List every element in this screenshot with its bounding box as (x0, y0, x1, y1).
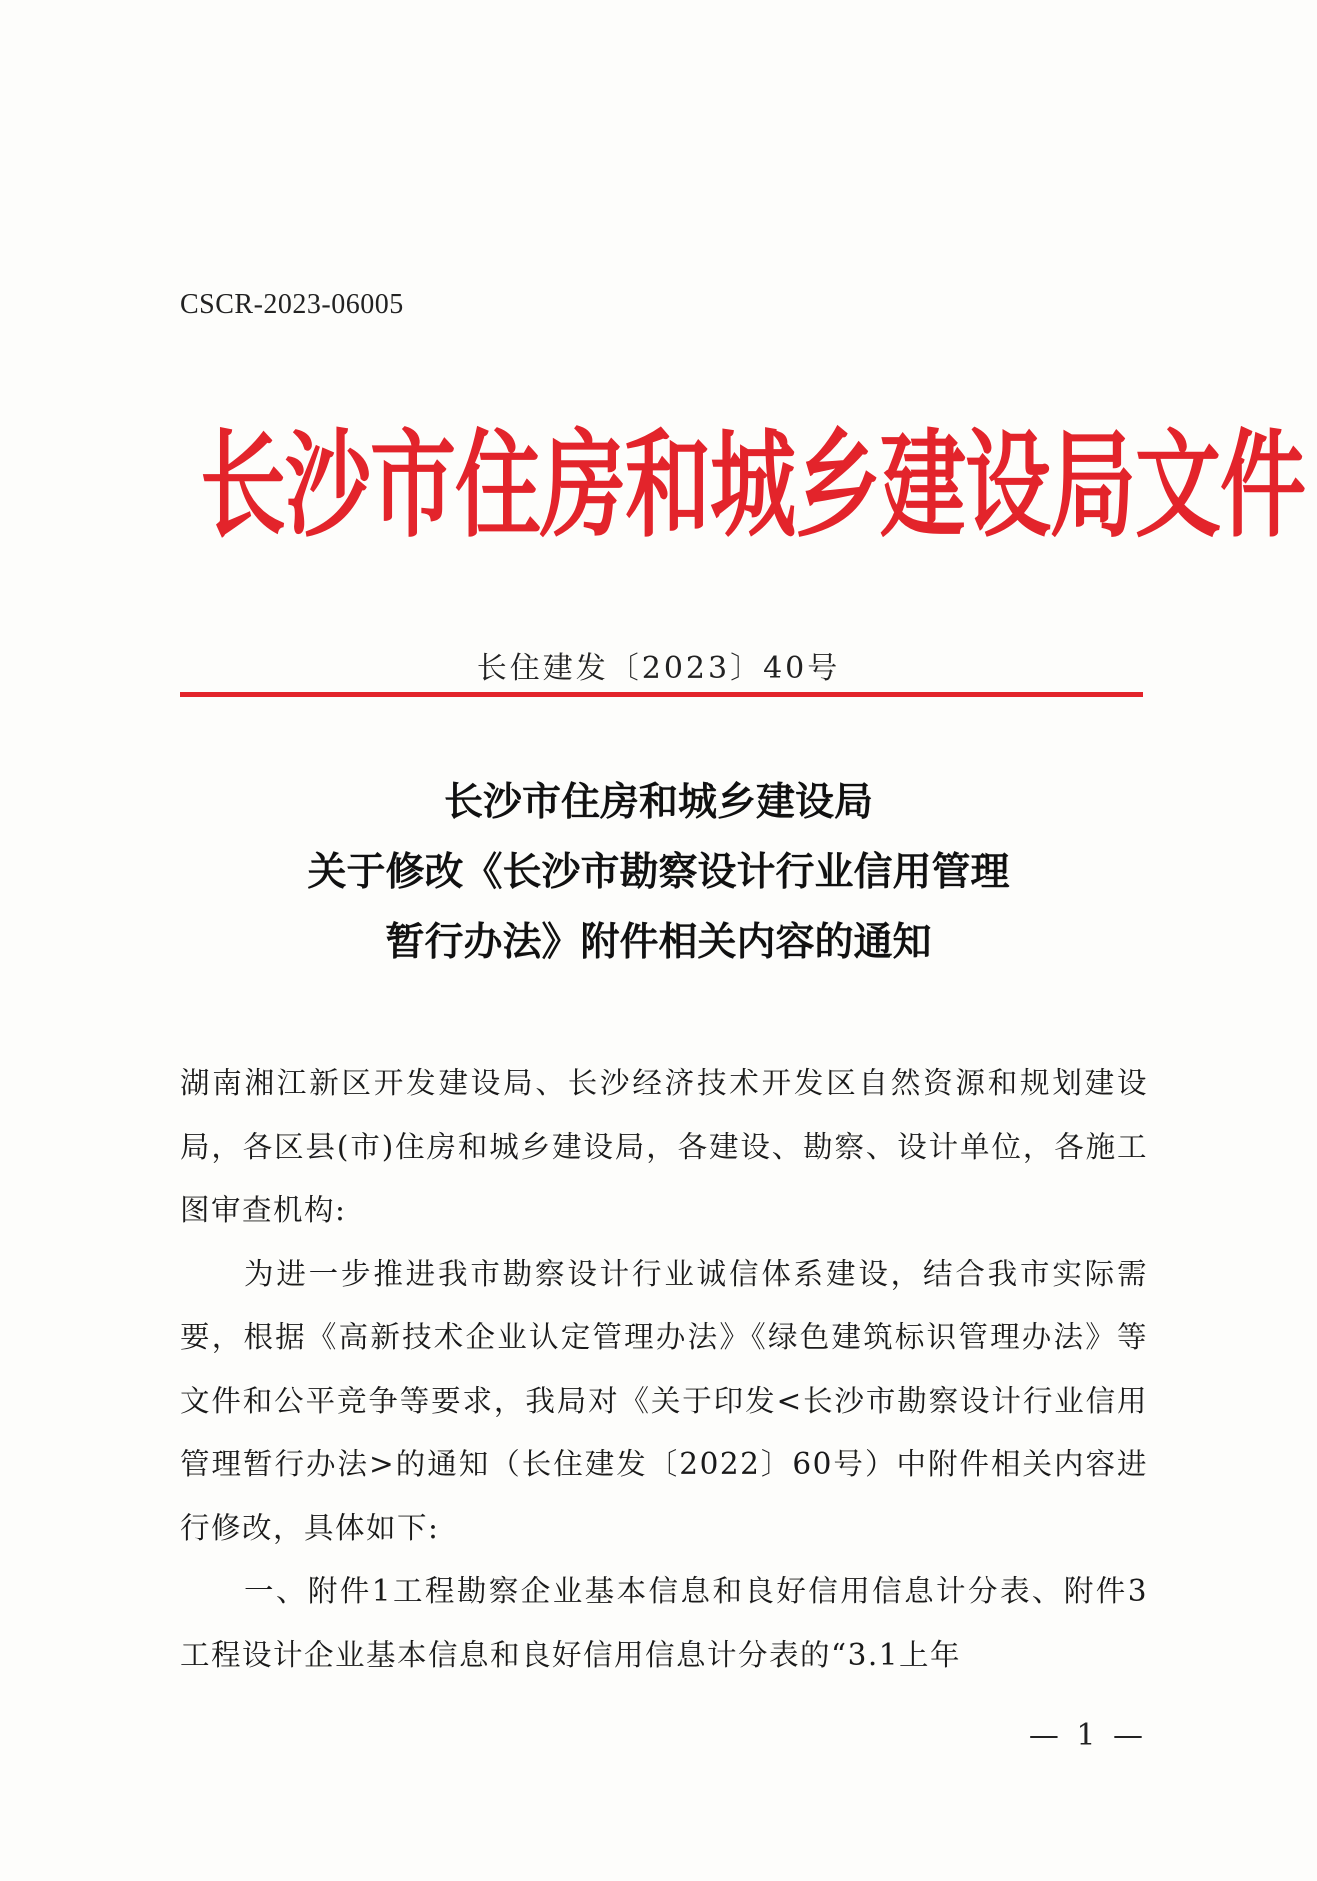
document-code: CSCR-2023-06005 (180, 289, 404, 320)
title-line-3: 暂行办法》附件相关内容的通知 (385, 920, 932, 965)
title-line-2: 关于修改《长沙市勘察设计行业信用管理 (307, 850, 1010, 895)
notice-title (0, 768, 1317, 978)
item-one-paragraph: 一、附件1工程勘察企业基本信息和良好信用信息计分表、附件3工程设计企业基本信息和良好信用信息计分表的“3.1上年 (180, 1574, 1148, 1672)
title-line-1: 长沙市住房和城乡建设局 (443, 780, 873, 825)
issue-number: 长住建发〔2023〕40号 (476, 651, 841, 686)
intro-paragraph: 为进一步推进我市勘察设计行业诚信体系建设，结合我市实际需要，根据《高新技术企业认定管理办法》《绿色建筑标识管理办法》等文件和公平竞争等要求，我局对《关于印发<长沙市勘察设计行业信用管理暂行办法>的通知（长住建发〔2022〕60号）中附件相关内容进行修改，具体如下: (180, 1256, 1148, 1545)
masthead-title: 长沙市住房和城乡建设局文件 (200, 418, 1305, 554)
page-number: — 1 — (1028, 1718, 1147, 1753)
red-divider-line (180, 692, 1143, 697)
recipients-paragraph: 湖南湘江新区开发建设局、长沙经济技术开发区自然资源和规划建设局，各区县(市)住房和城乡建设局，各建设、勘察、设计单位，各施工图审查机构: (180, 1066, 1148, 1227)
body-text (180, 1052, 1148, 1687)
